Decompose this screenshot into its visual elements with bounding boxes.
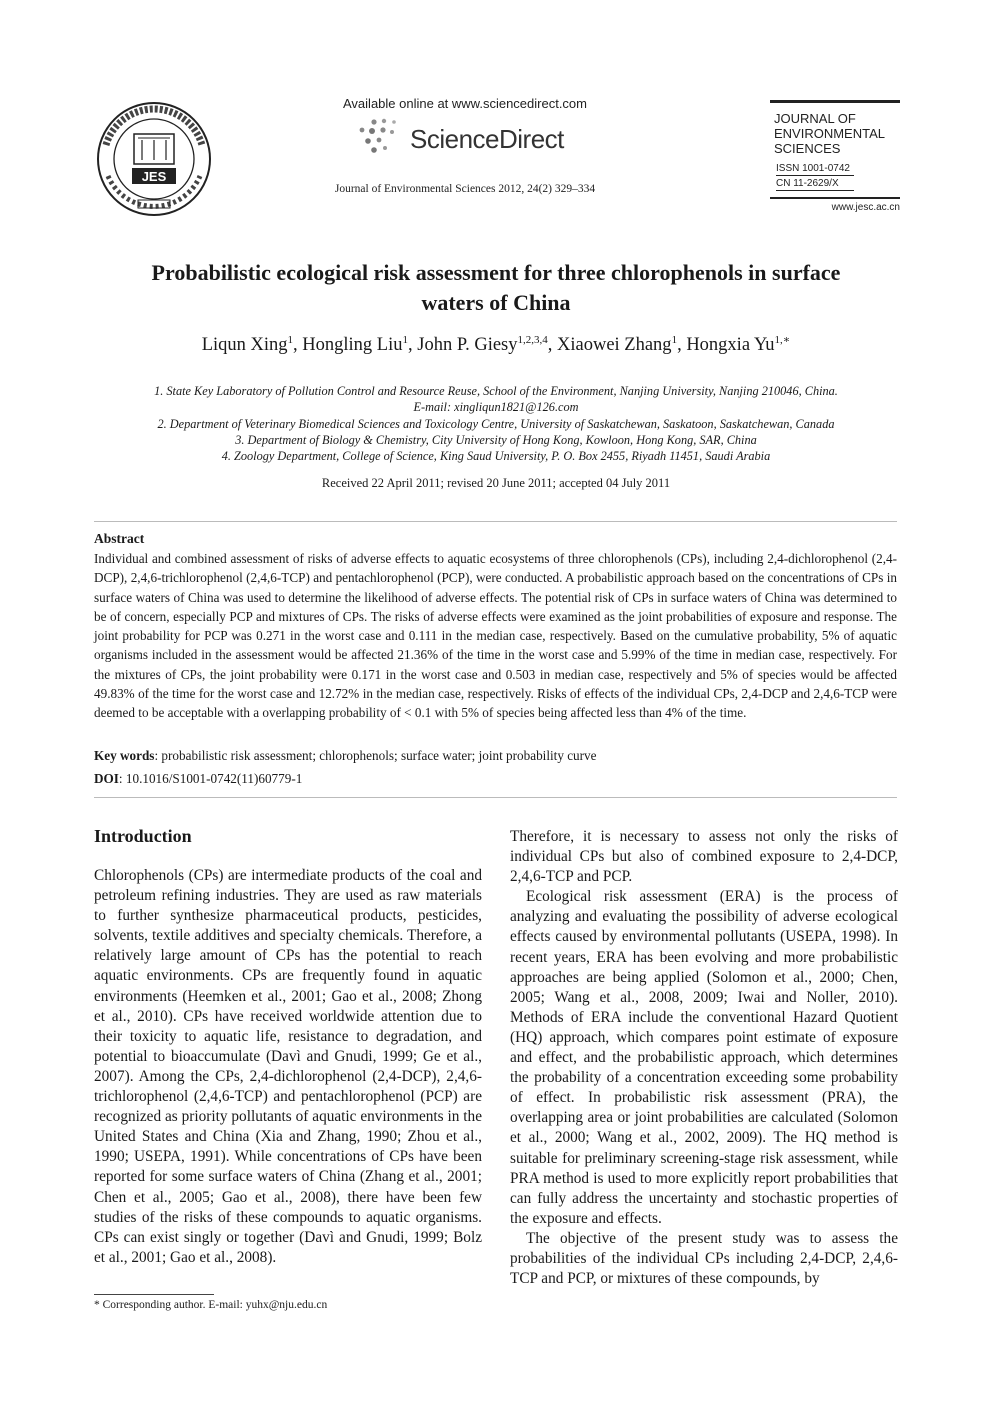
author-affiliation-marker: 1 bbox=[287, 333, 294, 346]
footnote-rule bbox=[94, 1294, 214, 1295]
author-affiliation-marker: 1,2,3,4 bbox=[517, 333, 548, 346]
journal-info-box bbox=[770, 100, 900, 213]
issn: ISSN 1001-0742 bbox=[776, 163, 850, 174]
affiliation-1-email: E-mail: xingliqun1821@126.com bbox=[413, 400, 579, 415]
author-name: John P. Giesy bbox=[417, 335, 518, 355]
keywords bbox=[94, 748, 897, 764]
paragraph: The objective of the present study was to assess the probabilities of the individual CPs including 2,4-DCP, 2,4,6-TCP and PCP, or mixtures of these compounds, by bbox=[510, 1229, 898, 1288]
abstract-text: Individual and combined assessment of risks of adverse effects to aquatic ecosystems of three chlorophenols (CPs), including 2,4-dichlorophenol (2,4-DCP), 2,4,6-trichlorophenol (2,4,6-TCP) and pentachlorophenol (PCP), were conducted. A probabilistic approach based on the concentrations of CPs in surface waters of China was used to determine the likelihood of adverse effects. The potential risk of CPs in surface waters of China was determined to be of concern, especially PCP and mixtures of CPs. The risks of adverse effects were examined as the joint probabilities of exposure and response. The joint probability for PCP was 0.271 in the worst case and 0.111 in the median case, respectively. Based on the cumulative probability, 5% of aquatic organisms included in the assessment would be affected 21.36% of the time in the worst case and 5.99% of the time in median case, respectively. For the mixtures of CPs, the joint probability were 0.171 in the worst case and 0.503 in median case, respectively and 5% of species would be affected 49.83% of the time for the worst case and 12.72% in the median case, respectively. Risks of effects of the individual CPs, 2,4-DCP and 2,4,6-TCP were deemed to be acceptable with a overlapping probability of < 0.1 with 5% of species being affected less than 4% of the time. bbox=[94, 551, 897, 721]
body-column-right bbox=[510, 827, 898, 1289]
doi-label: DOI bbox=[94, 771, 119, 786]
affiliations bbox=[96, 383, 896, 464]
article-title-line2: waters of China bbox=[421, 290, 571, 315]
affiliation-4: 4. Zoology Department, College of Science, King Saud University, P. O. Box 2455, Riyadh 11451, Saudi Arabia bbox=[221, 449, 771, 464]
journal-citation: Journal of Environmental Sciences 2012, 24(2) 329–334 bbox=[334, 183, 596, 195]
cn-number: CN 11-2629/X bbox=[776, 178, 839, 189]
paragraph: Therefore, it is necessary to assess not only the risks of individual CPs but also of combined exposure to 2,4-DCP, 2,4,6-TCP and PCP. bbox=[510, 828, 898, 886]
journal-name-line2: ENVIRONMENTAL bbox=[774, 126, 885, 141]
author-name: Xiaowei Zhang bbox=[557, 335, 672, 355]
abstract-top-rule bbox=[94, 521, 897, 522]
author-name: Liqun Xing bbox=[201, 335, 288, 355]
body-column-left bbox=[94, 866, 482, 1268]
paragraph: Ecological risk assessment (ERA) is the process of analyzing and evaluating the possibility of adverse ecological effects caused by environmental pollutants (USEPA, 1998). In recent years, ERA has been evolving and more probabilistic approaches are being applied (Solomon et al., 2000; Chen, 2005; Wang et al., 2008, 2009; Iwai and Noller, 2010). Methods of ERA include the conventional Hazard Quotient (HQ) approach, which compares point estimate of exposure and effect, and the probabilistic approach, which determines the probability of a concentration exceeding some probability of effect. In probabilistic risk assessment (PRA), the overlapping area or joint probabilities are calculated (Solomon et al., 2000; Wang et al., 2002, 2009). The HQ method is suitable for preliminary screening-stage risk assessment, while PRA method is used to more explicitly report probabilities that can fully address the uncertainty and stochastic properties of the exposure and effects. bbox=[510, 888, 898, 1227]
article-title-line1: Probabilistic ecological risk assessment for three chlorophenols in surface bbox=[151, 260, 841, 285]
jes-logo-text: JES bbox=[141, 169, 167, 184]
doi bbox=[94, 771, 897, 787]
journal-box-bottom-rule bbox=[770, 197, 900, 199]
affiliation-2: 2. Department of Veterinary Biomedical Sciences and Toxicology Centre, University of Saskatchewan, Saskatoon, Saskatchewan, Canada bbox=[157, 416, 835, 431]
journal-name bbox=[774, 111, 900, 156]
sciencedirect-dots-icon bbox=[352, 116, 412, 160]
keywords-label: Key words bbox=[94, 748, 155, 763]
received-dates: Received 22 April 2011; revised 20 June 2011; accepted 04 July 2011 bbox=[321, 476, 671, 490]
abstract-heading: Abstract bbox=[94, 531, 145, 546]
author-name: Hongxia Yu bbox=[686, 335, 775, 355]
author-name: Hongling Liu bbox=[302, 335, 403, 355]
author-affiliation-marker: 1,∗ bbox=[774, 333, 791, 346]
article-title bbox=[96, 258, 896, 318]
affiliation-1: 1. State Key Laboratory of Pollution Control and Resource Reuse, School of the Environment, Nanjing University, Nanjing 210046, China. bbox=[154, 384, 838, 398]
author-affiliation-marker: 1 bbox=[402, 333, 409, 346]
available-online-text: Available online at www.sciencedirect.com bbox=[343, 96, 587, 111]
jes-journal-seal-logo bbox=[92, 100, 220, 218]
paragraph: Chlorophenols (CPs) are intermediate products of the coal and petroleum refining industries. They are used as raw materials to further synthesize pharmaceutical products, pesticides, solvents, textile additives and specialty chemicals. Therefore, a relatively large amount of CPs has the potential to reach aquatic environments. CPs are frequently found in aquatic environments (Heemken et al., 2001; Gao et al., 2008; Zhong et al., 2010). CPs have received worldwide attention due to their toxicity to aquatic life, resistance to degradation, and potential to bioaccumulate (Davì and Gnudi, 1999; Ge et al., 2007). Among the CPs, 2,4-dichlorophenol (2,4-DCP), 2,4,6-trichlorophenol (2,4,6-TCP) and pentachlorophenol (PCP) are recognized as priority pollutants of aquatic environments in the United States and China (Xia and Zhang, 1990; Zhou et al., 1990; USEPA, 1991). While concentrations of CPs have been reported for some surface waters of China (Zhang et al., 2001; Chen et al., 2005; Gao et al., 2008), there have been few studies of the risks of these compounds to aquatic organisms. CPs can exist singly or together (Davì and Gnudi, 1999; Bolz et al., 2001; Gao et al., 2008). bbox=[94, 867, 482, 1266]
author-list: Liqun Xing$^1$, Hongling Liu$^1$, John P. Giesy$^{1,2,3,4}$, Xiaowei Zhang$^1$, Hongxia $Yu^{1,∗}$ bbox=[201, 333, 791, 355]
journal-url: www.jesc.ac.cn bbox=[831, 202, 900, 213]
sciencedirect-logo bbox=[352, 116, 592, 160]
sciencedirect-wordmark: ScienceDirect bbox=[410, 124, 564, 154]
doi-link[interactable]: : 10.1016/S1001-0742(11)60779-1 bbox=[118, 771, 303, 786]
abstract-bottom-rule bbox=[94, 797, 897, 798]
journal-name-line1: JOURNAL OF bbox=[774, 111, 856, 126]
author-affiliation-marker: 1 bbox=[671, 333, 678, 346]
keywords-text: : probabilistic risk assessment; chlorophenols; surface water; joint probability curve bbox=[154, 748, 597, 763]
affiliation-3: 3. Department of Biology & Chemistry, City University of Hong Kong, Kowloon, Hong Kong, SAR, China bbox=[235, 432, 757, 447]
section-heading-introduction: Introduction bbox=[94, 826, 192, 846]
corresponding-author-footnote: * Corresponding author. E-mail: yuhx@nju.edu.cn bbox=[94, 1299, 328, 1311]
journal-box-divider bbox=[776, 190, 854, 191]
journal-name-line3: SCIENCES bbox=[774, 141, 841, 156]
journal-box-top-rule bbox=[770, 100, 900, 103]
